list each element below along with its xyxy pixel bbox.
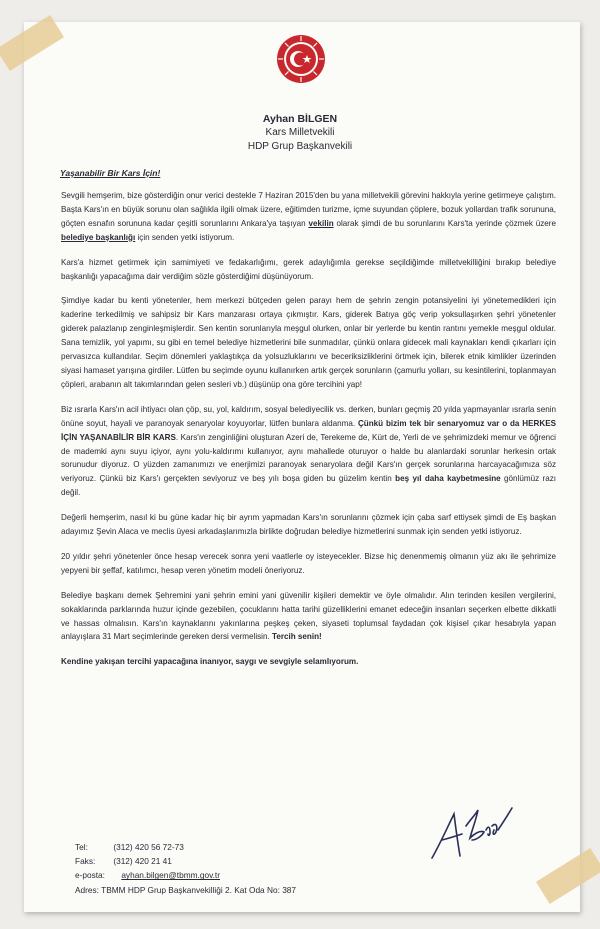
paragraph-4: Biz ısrarla Kars'ın acil ihtiyacı olan çöp, su, yol, kaldırım, sosyal belediyecilik vs. derken, bunları geçmiş 20 yılda yapmayanlar ısrarla senin önüne soyut, hayali ve paranoyak senaryolar koyuyorlar, lütfen bunlara aldanma. Çünkü bizim tek bir senaryomuz var o da HERKES İÇİN YAŞANABİLİR BİR KARS. Kars'ın zenginliğini oluşturan Azeri de, Terekeme de, Kürt de, Yerli de ve şehrimizdeki memur ve öğrenci de mademki aynı suyu içiyor, aynı yolu-kaldırımı kullanıyor, aynı mahallede oturuyor o halde bu alanlardaki sorunlar herkesin ortak sorunudur diyoruz. O yüzden zamanımızı ve enerjimizi paranoyak senaryolara değil Kars'ın gerçek sorunlarına harcayacağımıza söz veriyoruz. Çünkü biz Kars'ı gerçekten seviyoruz ve beş yılı boşa giden bu güzelim kentin beş yıl daha kaybetmesine gönlümüz razı değil. [61,404,557,498]
paragraph-5: Değerli hemşerim, nasıl ki bu güne kadar hiç bir ayrım yapmadan Kars'ın sorunlarını çözmek için çaba sarf ettiysek şimdi de Eş başkan adayımız Şevin Alaca ve meclis üyesi arkadaşlarımızla birlikte doğrudan belediye hizmetlerini sunmak için senden yetki istiyoruz. [61,513,556,537]
paragraph-7: Belediye başkanı demek Şehremini yani şehrin emini yani güvenilir kişileri demektir ve öyle olmalıdır. Alın terinden kesilen vergilerini, sokaklarında parklarında huzur içinde gezebilen, çocuklarını hatta tarihi güzelliklerini emanet edeceğin insanları seçerken elbette dikkatli ve hassas olmalısın. Kars'ın kaynaklarını yakınlarına peşkeş çeken, siyaseti toplumsal faydadan çok kişisel çıkar hesabıyla yapan anlayışlara 31 Mart seçimlerinde gereken dersi vermelisin. Tercih senin! [61,590,556,642]
contact-fax: Faks: (312) 420 21 41 [75,856,172,867]
author-name: Ayhan BİLGEN [262,113,338,125]
closing-line: Kendine yakışan tercihi yapacağına inanıyor, saygı ve sevgiyle selamlıyorum. [61,657,359,667]
handwritten-signature [426,796,518,868]
contact-block [75,840,296,897]
paragraph-1: Sevgili hemşerim, bize gösterdiğin onur verici destekle 7 Haziran 2015'den bu yana milletvekili görevini hakkıyla yerine getirmeye çalıştım. Başta Kars'ın en büyük sorunu olan sağlıkla ilgili olmak üzere, eğitimden turizme, içme suyundan çöplere, bozuk yollardan trafik sorununa, göçten esnafın sorununa kadar çeşitli sorunlarını Ankara'ya taşıyan vekilin olarak şimdi de bu sorunlarını Kars'ta yerinde çözmek üzere belediye başkanlığı için senden yetki istiyorum. [61,191,556,242]
email-link[interactable]: ayhan.bilgen@tbmm.gov.tr [121,870,220,881]
tbmm-seal-icon [276,34,326,84]
letter-body [61,189,556,680]
paragraph-3: Şimdiye kadar bu kenti yönetenler, hem merkezi bütçeden gelen parayı hem de şehrin zengin potansiyelini iyi yönetemedikleri için kaderine terkedilmiş ve sahipsiz bir Kars manzarası ortaya çıkmıştır. Kars, giderek Batıya göç verip yoksullaşırken şehri yönetenler giderek palazlanıp zenginleşmişlerdir. Sen kentin sorunlarıyla meşgul olurken, onlar bir yerlerde bu kentin rantını yemekle meşgul oldular. Sana temizlik, yol yapımı, su gibi en temel belediye hizmetlerini bile sunmadılar, çünkü onlara gidecek mali kaynakları kendi çıkarları için pervasızca kullandılar. Seçim dönemleri yaklaştıkça da yolsuzluklarını ve beceriksizliklerini örtmek için, bilerek etnik kimlikler üzerinden siyasi hamaset yarışına girdiler. Lütfen bu seçimde oyunu kullanırken artık gerçek sorunların (çamurlu yolları, su kesintilerini, toplanmayan çöpleri, arabanın alt takımlarından gelen sesleri vb.) düşünüp ona göre tercihini yap! [61,296,556,389]
contact-phone: Tel: (312) 420 56 72-73 [75,842,184,852]
author-role-mp: Kars Milletvekili [265,127,335,138]
author-role-group: HDP Grup Başkanvekili [247,141,353,152]
contact-email: e-posta: ayhan.bilgen@tbmm.gov.tr [75,870,220,881]
letter-greeting: Yaşanabilir Bir Kars İçin! [60,168,161,178]
contact-address: Adres: TBMM HDP Grup Başkanvekilliği 2. Kat Oda No: 387 [75,884,297,895]
paragraph-2: Kars'a hizmet getirmek için samimiyeti ve fedakarlığımı, gerek adaylığımla gerekse seçildiğimde milletvekilliğini bırakıp belediye başkanlığı yapacağıma dair verdiğim sözle gösterdiğimi düşünüyorum. [61,257,556,281]
paragraph-6: 20 yıldır şehri yönetenler önce hesap verecek sonra yeni vaatlerle oy isteyecekler. Bizse hiç denenmemiş olmanın yüz akı ile şehrimize yepyeni bir şeffaf, katılımcı, hesap veren yönetim modeli öneriyoruz. [61,551,556,575]
